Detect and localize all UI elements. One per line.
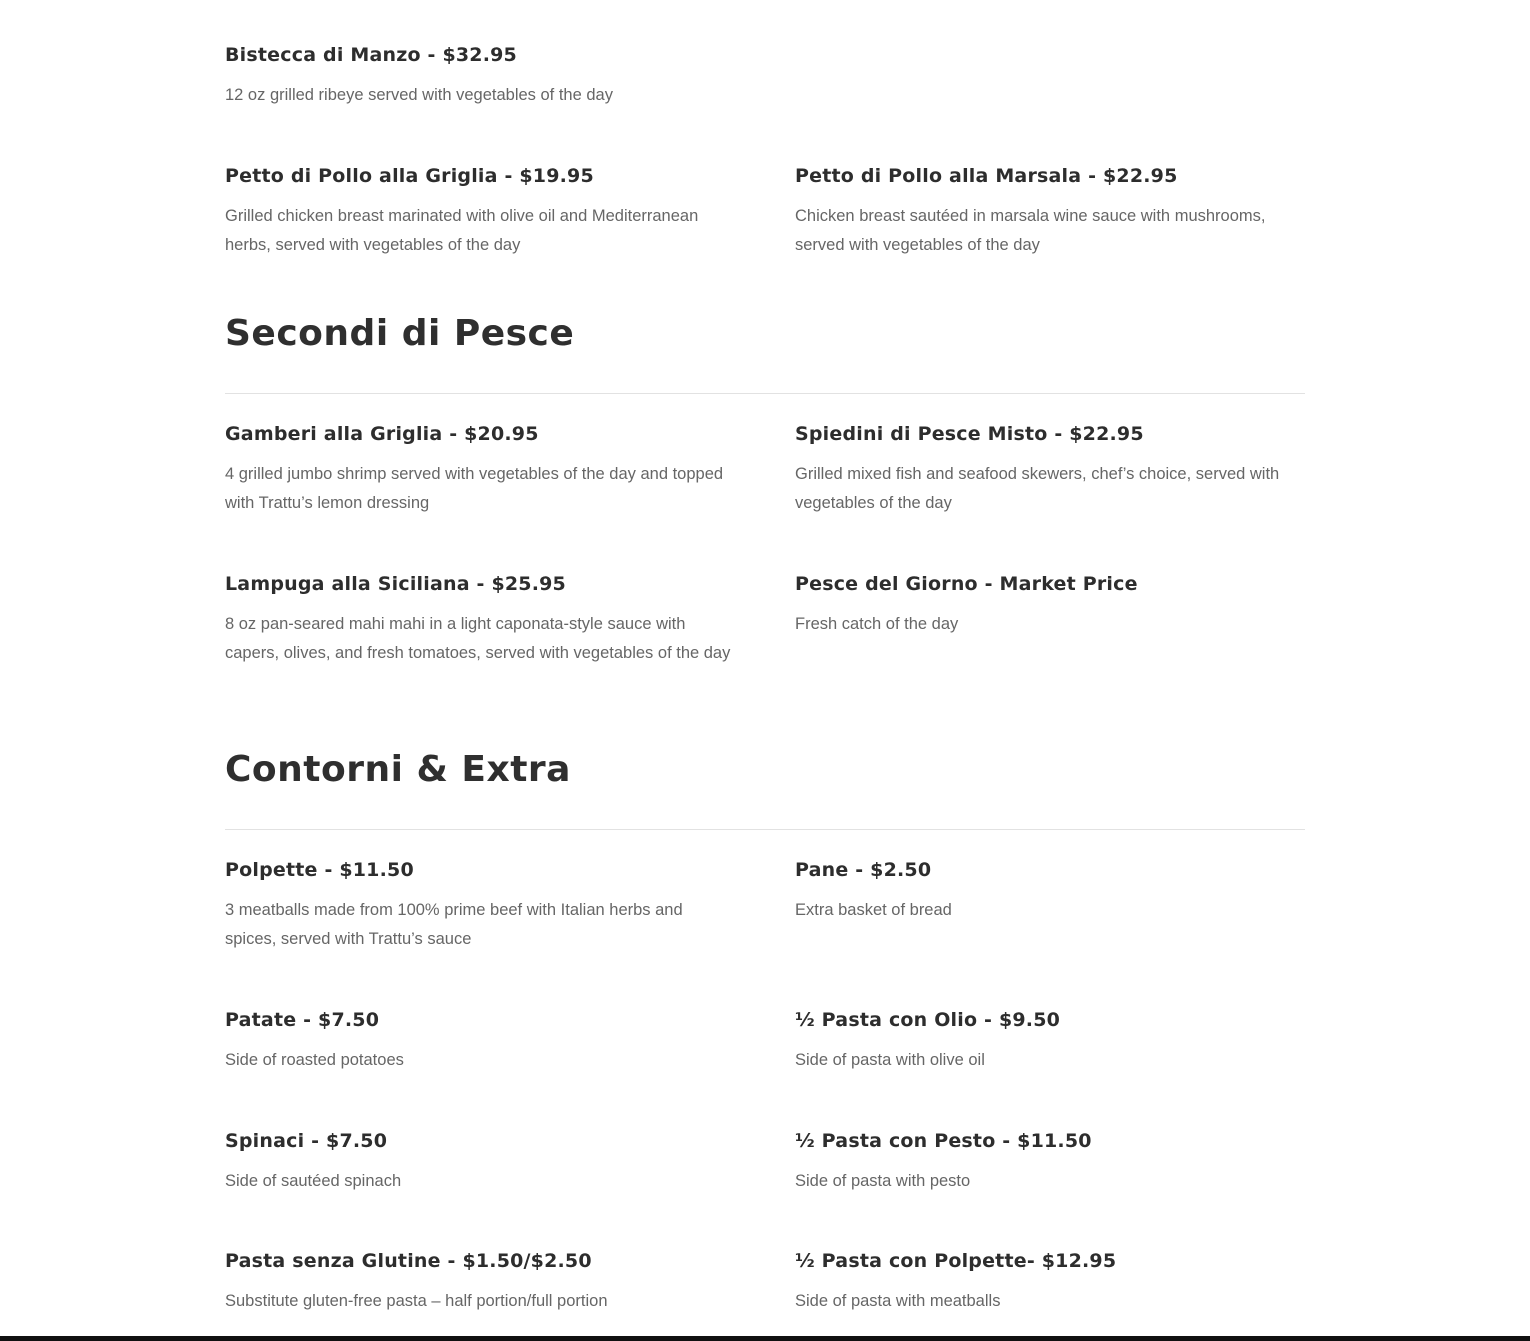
menu-item-title: Polpette - $11.50 bbox=[225, 859, 414, 881]
bottom-edge-bar bbox=[0, 1336, 1530, 1341]
menu-item-description: Grilled mixed fish and seafood skewers, chef’s choice, served with vegetables of the day bbox=[795, 465, 1280, 512]
menu-item-title: ½ Pasta con Polpette- $12.95 bbox=[795, 1250, 1117, 1272]
menu-item-description: Grilled chicken breast marinated with olive oil and Mediterranean herbs, served with vegetables of the day bbox=[225, 207, 699, 254]
menu-item-spinaci bbox=[225, 1129, 735, 1196]
menu-item-gamberi bbox=[225, 422, 735, 518]
menu-item-description: 8 oz pan-seared mahi mahi in a light caponata-style sauce with capers, olives, and fresh tomatoes, served with vegetables of the day bbox=[225, 615, 731, 662]
menu-item-description: Side of roasted potatoes bbox=[225, 1051, 404, 1069]
menu-item-pollo-griglia bbox=[225, 164, 735, 260]
menu-item-pasta-polpette bbox=[795, 1249, 1305, 1316]
section-divider bbox=[225, 829, 1305, 830]
menu-item-title: Petto di Pollo alla Griglia - $19.95 bbox=[225, 165, 594, 187]
menu-item-patate bbox=[225, 1008, 735, 1075]
menu-item-polpette bbox=[225, 858, 735, 954]
menu-item-description: Side of sautéed spinach bbox=[225, 1172, 402, 1190]
menu-item-description: Side of pasta with pesto bbox=[795, 1172, 971, 1190]
menu-item-pesce-giorno bbox=[795, 572, 1305, 639]
menu-item-title: Pane - $2.50 bbox=[795, 859, 932, 881]
menu-item-description: Extra basket of bread bbox=[795, 901, 952, 919]
menu-item-pollo-marsala bbox=[795, 164, 1305, 260]
menu-item-pasta-pesto bbox=[795, 1129, 1305, 1196]
menu-item-bistecca bbox=[225, 43, 735, 110]
menu-item-title: Spiedini di Pesce Misto - $22.95 bbox=[795, 423, 1144, 445]
menu-item-title: ½ Pasta con Olio - $9.50 bbox=[795, 1009, 1061, 1031]
menu-item-title: Bistecca di Manzo - $32.95 bbox=[225, 44, 517, 66]
menu-item-description: Side of pasta with olive oil bbox=[795, 1051, 985, 1069]
menu-item-description: Side of pasta with meatballs bbox=[795, 1292, 1001, 1310]
menu-item-title: Pesce del Giorno - Market Price bbox=[795, 573, 1138, 595]
menu-item-pasta-senza-glutine bbox=[225, 1249, 735, 1316]
section-heading-pesce: Secondi di Pesce bbox=[225, 313, 575, 354]
menu-item-title: Patate - $7.50 bbox=[225, 1009, 380, 1031]
menu-item-title: ½ Pasta con Pesto - $11.50 bbox=[795, 1130, 1092, 1152]
menu-item-spiedini bbox=[795, 422, 1305, 518]
menu-item-description: 3 meatballs made from 100% prime beef with Italian herbs and spices, served with Trattu’s sauce bbox=[225, 901, 683, 948]
section-divider bbox=[225, 393, 1305, 394]
section-heading-contorni: Contorni & Extra bbox=[225, 749, 571, 790]
menu-item-description: 12 oz grilled ribeye served with vegetables of the day bbox=[225, 86, 613, 104]
menu-item-title: Pasta senza Glutine - $1.50/$2.50 bbox=[225, 1250, 592, 1272]
menu-item-pane bbox=[795, 858, 1305, 925]
menu-item-description: 4 grilled jumbo shrimp served with vegetables of the day and topped with Trattu’s lemon dressing bbox=[225, 465, 724, 512]
menu-item-description: Chicken breast sautéed in marsala wine sauce with mushrooms, served with vegetables of the day bbox=[795, 207, 1266, 254]
menu-item-pasta-olio bbox=[795, 1008, 1305, 1075]
menu-item-description: Substitute gluten-free pasta – half portion/full portion bbox=[225, 1292, 608, 1310]
menu-item-lampuga bbox=[225, 572, 735, 668]
menu-item-title: Lampuga alla Siciliana - $25.95 bbox=[225, 573, 566, 595]
menu-item-description: Fresh catch of the day bbox=[795, 615, 959, 633]
menu-item-title: Spinaci - $7.50 bbox=[225, 1130, 388, 1152]
menu-item-title: Gamberi alla Griglia - $20.95 bbox=[225, 423, 539, 445]
menu-item-title: Petto di Pollo alla Marsala - $22.95 bbox=[795, 165, 1178, 187]
